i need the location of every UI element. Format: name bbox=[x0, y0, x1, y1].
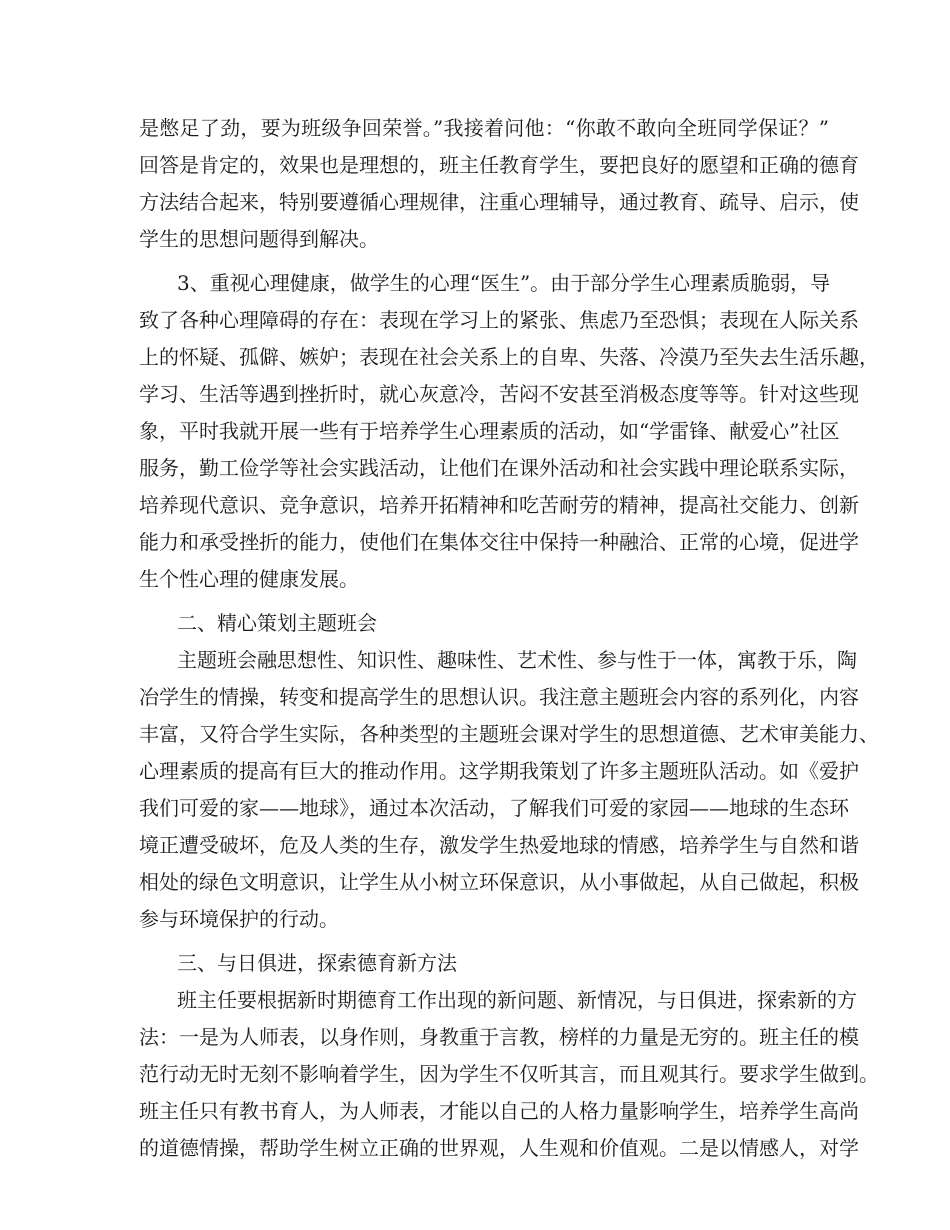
section-heading: 二、精心策划主题班会 bbox=[177, 611, 377, 635]
text-line: 的道德情操，帮助学生树立正确的世界观，人生观和价值观。二是以情感人，对学 bbox=[139, 1136, 859, 1160]
text-line: 象，平时我就开展一些有于培养学生心理素质的活动，如“学雷锋、献爱心”社区 bbox=[139, 419, 840, 443]
text-line: 是憋足了劲，要为班级争回荣誉。”我接着问他：“你敢不敢向全班同学保证？” bbox=[139, 116, 829, 140]
text-line: 境正遭受破坏，危及人类的生存，激发学生热爱地球的情感，培养学生与自然和谐 bbox=[139, 833, 859, 857]
text-line: 学生的思想问题得到解决。 bbox=[139, 227, 379, 251]
text-line: 上的怀疑、孤僻、嫉妒；表现在社会关系上的自卑、失落、冷漠乃至失去生活乐趣， bbox=[139, 345, 879, 369]
paragraph-gap bbox=[139, 258, 829, 265]
text-line: 班主任要根据新时期德育工作出现的新问题、新情况，与日俱进，探索新的方 bbox=[177, 988, 857, 1012]
text-line: 学习、生活等遇到挫折时，就心灰意冷，苦闷不安甚至消极态度等等。针对这些现 bbox=[139, 382, 859, 406]
section-heading: 三、与日俱进，探索德育新方法 bbox=[177, 951, 457, 975]
text-line: 回答是肯定的，效果也是理想的，班主任教育学生，要把良好的愿望和正确的德育 bbox=[139, 153, 859, 177]
text-line: 3、重视心理健康，做学生的心理“医生”。由于部分学生心理素质脆弱，导 bbox=[177, 271, 831, 295]
text-line: 范行动无时无刻不影响着学生，因为学生不仅听其言，而且观其行。要求学生做到。 bbox=[139, 1062, 879, 1086]
text-line: 能力和承受挫折的能力，使他们在集体交往中保持一种融洽、正常的心境，促进学 bbox=[139, 530, 859, 554]
text-line: 参与环境保护的行动。 bbox=[139, 907, 339, 931]
text-line: 致了各种心理障碍的存在：表现在学习上的紧张、焦虑乃至恐惧；表现在人际关系 bbox=[139, 308, 859, 332]
text-line: 生个性心理的健康发展。 bbox=[139, 567, 359, 591]
text-line: 服务，勤工俭学等社会实践活动，让他们在课外活动和社会实践中理论联系实际， bbox=[139, 456, 859, 480]
text-line: 冶学生的情操，转变和提高学生的思想认识。我注意主题班会内容的系列化，内容 bbox=[139, 685, 859, 709]
text-line: 心理素质的提高有巨大的推动作用。这学期我策划了许多主题班队活动。如《爱护 bbox=[139, 759, 859, 783]
text-line: 方法结合起来，特别要遵循心理规律，注重心理辅导，通过教育、疏导、启示，使 bbox=[139, 190, 859, 214]
text-line: 主题班会融思想性、知识性、趣味性、艺术性、参与性于一体，寓教于乐，陶 bbox=[177, 648, 857, 672]
paragraph-gap bbox=[139, 938, 829, 945]
document-body bbox=[139, 110, 879, 1167]
paragraph-gap bbox=[139, 598, 829, 605]
text-line: 法：一是为人师表，以身作则，身教重于言教，榜样的力量是无穷的。班主任的模 bbox=[139, 1025, 859, 1049]
text-line: 我们可爱的家——地球》，通过本次活动，了解我们可爱的家园——地球的生态环 bbox=[139, 796, 849, 820]
text-line: 培养现代意识、竞争意识，培养开拓精神和吃苦耐劳的精神，提高社交能力、创新 bbox=[139, 493, 859, 517]
text-line: 班主任只有教书育人，为人师表，才能以自己的人格力量影响学生，培养学生高尚 bbox=[139, 1099, 859, 1123]
text-line: 丰富，又符合学生实际，各种类型的主题班会课对学生的思想道德、艺术审美能力、 bbox=[139, 722, 879, 746]
text-line: 相处的绿色文明意识，让学生从小树立环保意识，从小事做起，从自己做起，积极 bbox=[139, 870, 859, 894]
